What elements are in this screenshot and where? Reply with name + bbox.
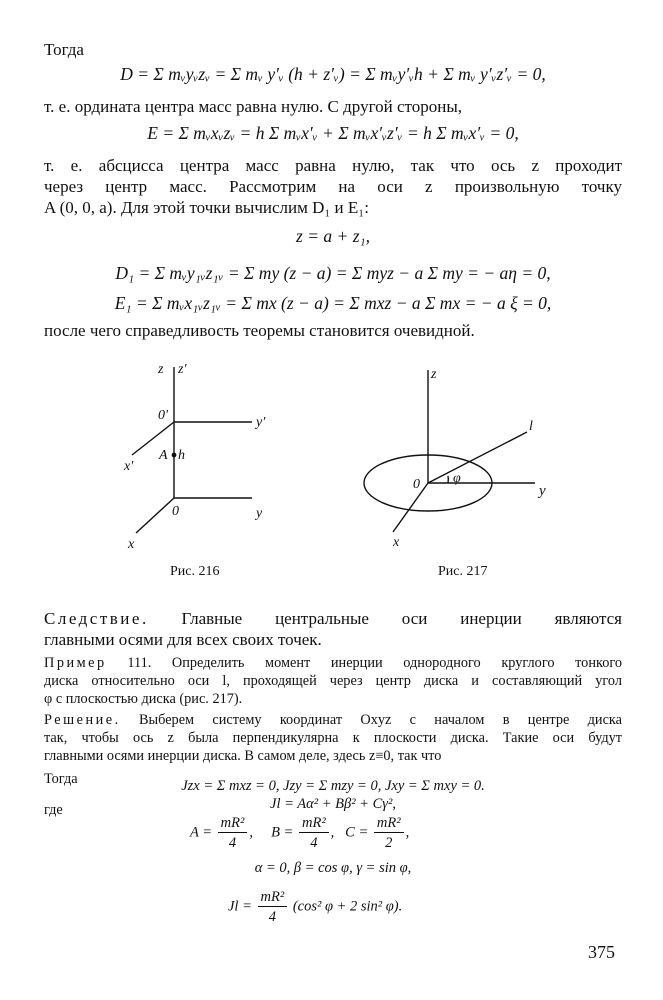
corollary-heading: Следствие.: [44, 609, 149, 628]
text-theorem: после чего справедливость теоремы становится очевидной.: [44, 321, 475, 340]
fraction-C: [374, 814, 404, 852]
example-line-1: [44, 655, 622, 672]
eq-final-rhs: (cos² φ + 2 sin² φ).: [292, 898, 403, 915]
fig216-x-prime-axis: [132, 422, 174, 455]
fig216-label-z-prime: z′: [178, 362, 187, 377]
fig216-point-A: [172, 453, 177, 458]
fig217-label-phi: φ: [453, 471, 461, 486]
fraction-final: [258, 888, 288, 926]
fig217-l-axis: [428, 432, 527, 483]
fraction-final-num: mR²: [258, 888, 288, 907]
fig217-label-x: x: [393, 535, 400, 550]
fig216-label-z: z: [158, 362, 164, 377]
solution-line-2: так, чтобы ось z была перпендикулярна к плоскости диска. Такие оси будут: [44, 730, 622, 746]
fig216-x-axis: [136, 498, 174, 533]
equation-final: [228, 888, 402, 926]
page-number: 375: [588, 942, 615, 962]
fraction-A-num: mR²: [218, 814, 248, 833]
equation-angles: α = 0, β = cos φ, γ = sin φ,: [254, 860, 412, 876]
fig216-label-y-prime: y′: [256, 415, 266, 430]
corollary-line-1: [44, 609, 622, 629]
fraction-C-num: mR²: [374, 814, 404, 833]
corollary-line-1-rest: Главные центральные оси инерции являются: [181, 609, 623, 628]
fig217-label-l: l: [529, 419, 533, 434]
eq-C-label: C =: [345, 824, 369, 841]
eq-final-lhs: Jl =: [228, 898, 252, 915]
equation-ABC: A = $\frac{\text{mR²}}{4}$ , B = $\frac{\text{mR²}}{4}$ , C = $\frac{\text{mR²}}{2}$ ,: [190, 815, 410, 851]
word-then: Тогда: [44, 771, 78, 787]
fig216-label-O-prime: 0′: [158, 408, 169, 423]
fig216-label-x: x: [128, 537, 135, 552]
fig217-label-O: 0: [413, 477, 420, 492]
fraction-A-den: 4: [228, 835, 237, 851]
example-heading: Пример: [44, 655, 107, 671]
example-line-1-rest: 111. Определить момент инерции однородного круглого тонкого: [127, 655, 623, 671]
example-line-2: диска относительно оси l, проходящей через центр диска и составляющий угол: [44, 673, 622, 689]
fraction-C-den: 2: [385, 835, 393, 851]
text-ordinate: т. е. ордината центра масс равна нулю. С другой стороны,: [44, 97, 462, 116]
fraction-B-num: mR²: [299, 814, 329, 833]
example-line-3: φ с плоскостью диска (рис. 217).: [44, 691, 243, 707]
equation-E1: E₁ = Σ mᵥx₁ᵥz₁ᵥ = Σ mx (z − a) = Σ mxz − a Σ mx = − a ξ = 0,: [114, 293, 552, 313]
equation-z: z = a + z₁,: [296, 226, 370, 246]
equation-J-products: Jzx = Σ mxz = 0, Jzy = Σ mzy = 0, Jxy = Σ mxy = 0.: [181, 778, 485, 794]
eq-B-label: B =: [271, 824, 294, 841]
figure-217-caption: Рис. 217: [438, 564, 488, 579]
figure-216-caption: Рис. 216: [170, 564, 220, 579]
paragraph-abscissa-line-1: т. е. абсцисса центра масс равна нулю, так что ось z проходит: [44, 156, 622, 175]
fig216-label-A: A: [159, 448, 168, 463]
equation-E: E = Σ mᵥxᵥzᵥ = h Σ mᵥx′ᵥ + Σ mᵥx′ᵥz′ᵥ = h Σ mᵥx′ᵥ = 0,: [147, 123, 519, 143]
paragraph-abscissa-line-3: A (0, 0, a). Для этой точки вычислим D₁ и E₁:: [44, 198, 369, 217]
equation-Jl: Jl = Aα² + Bβ² + Cγ²,: [270, 796, 396, 812]
fig216-label-x-prime: x′: [124, 459, 134, 474]
equation-D: D = Σ mᵥyᵥzᵥ = Σ mᵥ y′ᵥ (h + z′ᵥ) = Σ mᵥy′ᵥh + Σ mᵥ y′ᵥz′ᵥ = 0,: [120, 64, 546, 84]
fig216-label-y: y: [256, 506, 263, 521]
fraction-B: [299, 814, 329, 852]
fraction-A: [218, 814, 248, 852]
word-where: где: [44, 802, 63, 818]
equation-D1: D₁ = Σ mᵥy₁ᵥz₁ᵥ = Σ my (z − a) = Σ myz − a Σ my = − aη = 0,: [115, 263, 551, 283]
paragraph-abscissa-line-2: через центр масс. Рассмотрим на оси z произвольную точку: [44, 177, 622, 196]
solution-line-3: главными осями инерции диска. В самом деле, здесь z≡0, так что: [44, 748, 442, 764]
solution-line-1: [44, 712, 622, 729]
fraction-B-den: 4: [310, 835, 318, 851]
fraction-final-den: 4: [268, 909, 276, 925]
solution-heading: Решение.: [44, 712, 121, 728]
fig216-label-h: h: [178, 448, 185, 463]
corollary-line-2: главными осями для всех своих точек.: [44, 630, 322, 649]
intro-word: Тогда: [44, 40, 84, 59]
solution-line-1-rest: Выберем систему координат Oxyz с началом в центре диска: [138, 712, 622, 728]
fig217-label-z: z: [431, 367, 437, 382]
figure-216: [110, 355, 300, 555]
figure-217: [355, 360, 570, 555]
eq-A-label: A =: [190, 824, 213, 841]
fig217-label-y: y: [539, 483, 546, 499]
fig216-label-O: 0: [172, 504, 179, 519]
